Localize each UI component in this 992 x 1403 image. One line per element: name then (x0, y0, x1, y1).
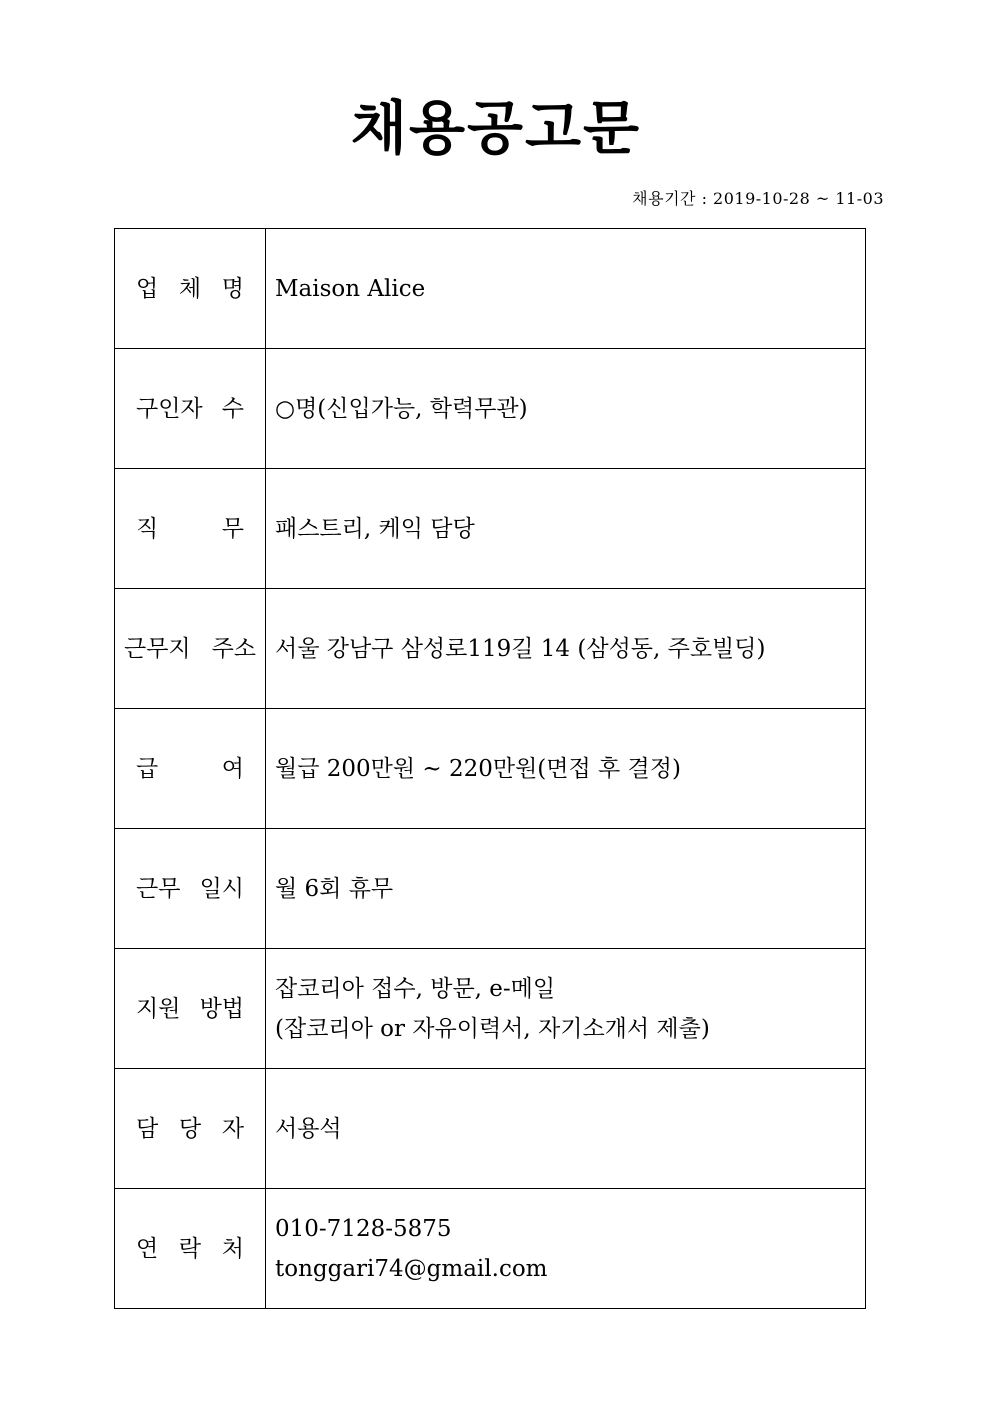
value-company-name: Maison Alice (266, 229, 866, 349)
value-work-schedule: 월 6회 휴무 (266, 829, 866, 949)
value-duty: 패스트리, 케익 담당 (266, 469, 866, 589)
value-headcount: ○명(신입가능, 학력무관) (266, 349, 866, 469)
row-salary (115, 709, 866, 829)
contact-email: tonggari74@gmail.com (275, 1255, 548, 1282)
row-duty (115, 469, 866, 589)
label-person-in-charge: 담 당 자 (115, 1069, 266, 1189)
recruitment-period: 채용기간 : 2019-10-28 ~ 11-03 (632, 189, 884, 208)
value-application-method: 잡코리아 접수, 방문, e-메일 (잡코리아 or 자유이력서, 자기소개서 제출) (266, 949, 866, 1069)
value-person-in-charge: 서용석 (266, 1069, 866, 1189)
row-headcount (115, 349, 866, 469)
label-application-method: 지원 방법 (115, 949, 266, 1069)
label-salary: 급 여 (115, 709, 266, 829)
row-application-method (115, 949, 866, 1069)
row-work-address (115, 589, 866, 709)
label-work-schedule: 근무 일시 (115, 829, 266, 949)
contact-phone: 010-7128-5875 (275, 1215, 452, 1242)
document-title: 채용공고문 (350, 94, 642, 162)
label-company-name: 업 체 명 (115, 229, 266, 349)
row-contact (115, 1189, 866, 1309)
value-contact (266, 1189, 866, 1309)
label-duty: 직 무 (115, 469, 266, 589)
label-work-address: 근무지 주소 (115, 589, 266, 709)
label-headcount: 구인자 수 (115, 349, 266, 469)
label-contact: 연 락 처 (115, 1189, 266, 1309)
row-work-schedule (115, 829, 866, 949)
value-work-address: 서울 강남구 삼성로119길 14 (삼성동, 주호빌딩) (266, 589, 866, 709)
row-company-name (115, 229, 866, 349)
job-info-table (114, 228, 866, 1309)
value-salary: 월급 200만원 ~ 220만원(면접 후 결정) (266, 709, 866, 829)
row-person-in-charge (115, 1069, 866, 1189)
